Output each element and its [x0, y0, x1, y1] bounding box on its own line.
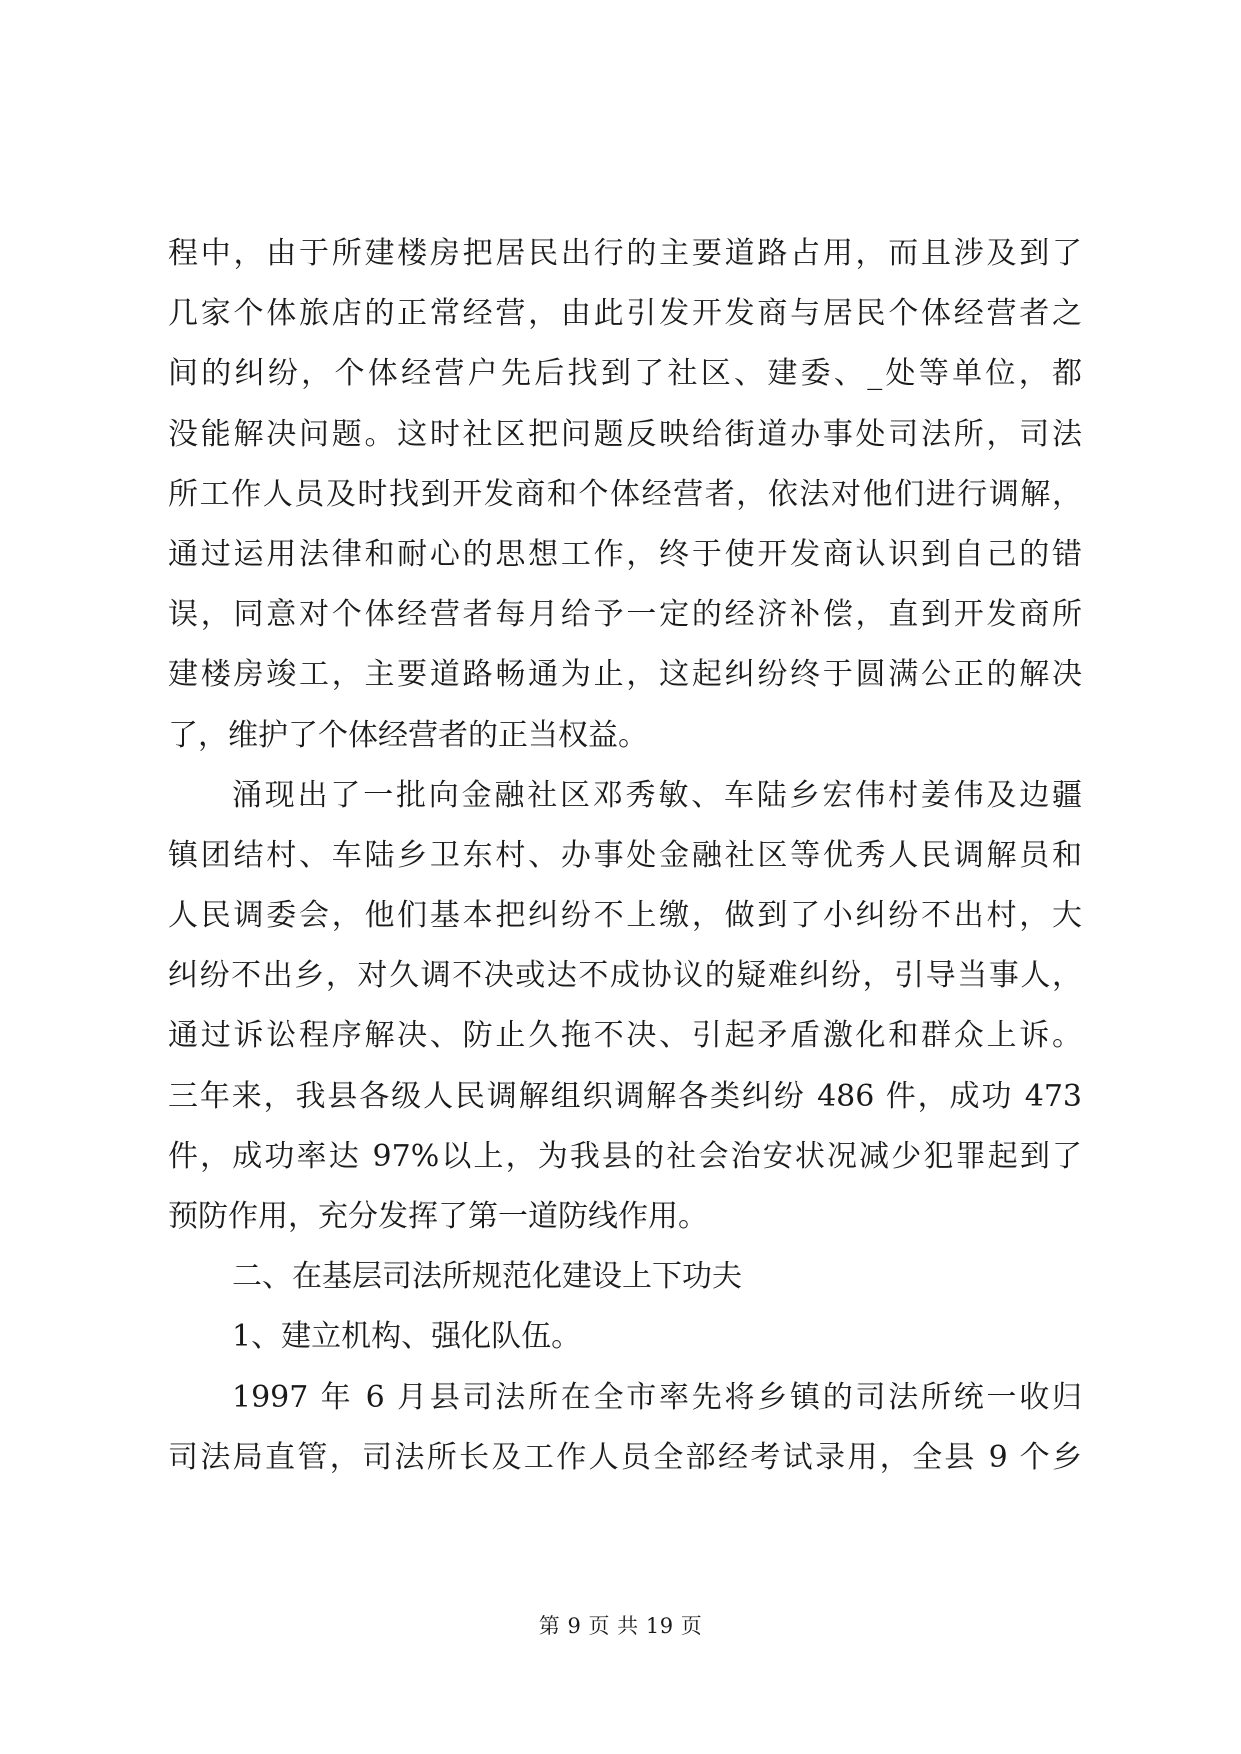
text-line: 程中，由于所建楼房把居民出行的主要道路占用，而且涉及到了: [168, 236, 1082, 271]
text-line: 通过诉讼程序解决、防止久拖不决、引起矛盾激化和群众上诉。: [168, 1018, 1082, 1054]
text-line: 涌现出了一批向金融社区邓秀敏、车陆乡宏伟村姜伟及边疆: [232, 777, 1082, 813]
page-number-footer: 第 9 页 共 19 页: [538, 1614, 703, 1638]
text-line: 三年来，我县各级人民调解组织调解各类纠纷 486 件，成功 473: [168, 1078, 1082, 1114]
text-line: 通过运用法律和耐心的思想工作，终于使开发商认识到自己的错: [168, 536, 1082, 572]
text-line: 了，维护了个体经营者的正当权益。: [168, 717, 648, 753]
text-line: 司法局直管，司法所长及工作人员全部经考试录用，全县 9 个乡: [168, 1439, 1082, 1475]
subsection-heading: 1、建立机构、强化队伍。: [232, 1319, 582, 1355]
text-line: 1997 年 6 月县司法所在全市率先将乡镇的司法所统一收归: [232, 1379, 1082, 1415]
text-line: 所工作人员及时找到开发商和个体经营者，依法对他们进行调解，: [168, 476, 1082, 512]
text-line: 间的纠纷，个体经营户先后找到了社区、建委、_处等单位，都: [168, 356, 1082, 392]
section-heading: 二、在基层司法所规范化建设上下功夫: [232, 1259, 742, 1295]
body-text: [168, 224, 1082, 1488]
text-line: 误，同意对个体经营者每月给予一定的经济补偿，直到开发商所: [168, 597, 1082, 633]
text-line: 件，成功率达 97%以上，为我县的社会治安状况减少犯罪起到了: [168, 1138, 1082, 1174]
text-line: 没能解决问题。这时社区把问题反映给街道办事处司法所，司法: [168, 416, 1082, 452]
text-line: 建楼房竣工，主要道路畅通为止，这起纠纷终于圆满公正的解决: [168, 657, 1082, 693]
text-line: 纠纷不出乡，对久调不决或达不成协议的疑难纠纷，引导当事人，: [168, 958, 1082, 994]
text-line: 镇团结村、车陆乡卫东村、办事处金融社区等优秀人民调解员和: [168, 837, 1082, 873]
text-line: 预防作用，充分发挥了第一道防线作用。: [168, 1199, 708, 1234]
text-line: 人民调委会，他们基本把纠纷不上缴，做到了小纠纷不出村，大: [168, 898, 1082, 934]
text-line: 几家个体旅店的正常经营，由此引发开发商与居民个体经营者之: [168, 296, 1082, 332]
